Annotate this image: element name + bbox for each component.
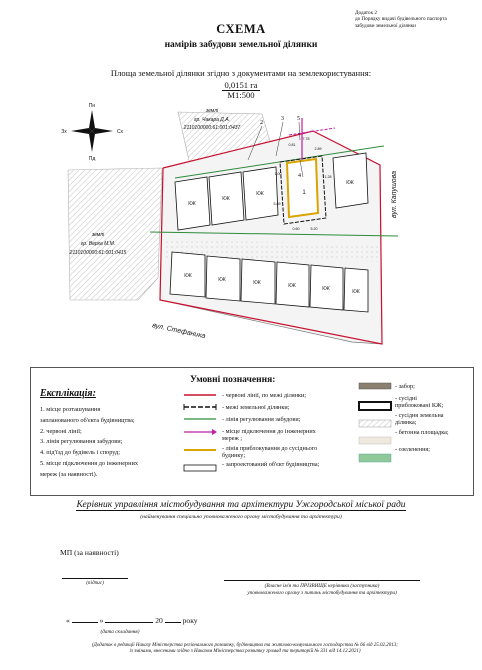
explication-item: 4. під'їзд до будівель і споруд; — [40, 449, 120, 457]
legend-symbols-col2 — [357, 380, 393, 470]
head-title-wrap — [0, 500, 482, 510]
compass-north: Пн — [88, 103, 96, 109]
neighbor-plot-symbol — [359, 420, 391, 427]
legend-item-red-line: - червоні лінії, по межі ділянки; — [222, 392, 307, 399]
explication-item: 3. лінія регулювання забудови; — [40, 438, 123, 446]
date-line — [66, 616, 198, 625]
building-label: КЖ — [253, 280, 261, 286]
legend-item-connection: - місце підключення до інженерних — [222, 428, 316, 435]
building-label: КЖ — [288, 283, 296, 289]
compass-east: Сх — [116, 129, 124, 135]
annex-note-line: Додаток 2 — [355, 10, 377, 16]
compass-rose — [61, 103, 123, 162]
building-label: КЖ — [184, 273, 192, 279]
date-year: 20 — [155, 616, 163, 625]
dimension-label: 2.89 — [314, 147, 322, 151]
area-value-wrap — [0, 80, 482, 90]
document-subtitle: намірів забудови земельної ділянки — [164, 40, 318, 50]
building-label: КЖ — [188, 201, 196, 207]
callout-number: 5 — [297, 116, 300, 122]
legend-item-planned-object: - запроектований об'єкт будівництва; — [222, 461, 320, 469]
name-caption-2: уповноваженого органу з питань містобудування та архітектури) — [247, 590, 397, 596]
building-label: КЖ — [322, 286, 330, 292]
footer-line: із змінами, внесеними згідно з Наказом Міністерства розвитку громад та територій № 331 від 14.12.2021) — [129, 649, 361, 655]
dimension-label: 5.20 — [310, 227, 318, 231]
signature-line — [62, 578, 128, 579]
name-line — [224, 580, 420, 581]
building-label: КЖ — [218, 277, 226, 283]
neighbor-top-owner: гр. Чакара Д.А. — [194, 117, 230, 123]
neighbor-top-cadastral: 2110100000:61:001:0437 — [183, 125, 241, 131]
dimension-label: 0.60 — [292, 227, 300, 231]
legend-item-connection-cont: мереж ; — [222, 435, 243, 443]
building-label: КЖ — [256, 191, 264, 197]
compass-west: Зх — [61, 129, 67, 135]
legend-item-adjacent-cont: приблоковані КЖ; — [395, 402, 444, 410]
explication-item: запланованого об'єкта будівництва; — [40, 416, 135, 424]
dimension-label: 5.89 — [273, 202, 281, 206]
date-caption: (дата складання) — [100, 629, 140, 635]
legend-item-greenery: - озеленення; — [395, 446, 430, 454]
building-label: КЖ — [222, 196, 230, 202]
legend-item-regulation-line: - лінія регулювання забудови; — [222, 416, 301, 423]
area-caption: Площа земельної ділянки згідно з документами на землекористування: — [110, 68, 372, 78]
head-title: Керівник управління містобудування та архітектури Ужгородської міської ради — [76, 500, 406, 510]
compass-south: Пд — [88, 156, 96, 162]
building-label: КЖ — [352, 289, 360, 295]
legend-item-fence: - забор; — [395, 383, 415, 390]
footer-line: (Додаток в редакції Наказу Міністерства регіонального розвитку, будівництва та житлово-комунального господарства № 66 від 25.02.2013; — [92, 643, 398, 648]
name-caption-1: (Власне ім'я та ПРІЗВИЩЕ керівника (заступника) — [264, 583, 380, 589]
callout-number: 2 — [260, 120, 263, 126]
callout-number: 3 — [281, 116, 284, 122]
signature-caption: (підпис) — [86, 580, 104, 586]
building-label: КЖ — [346, 180, 354, 186]
footer-note — [30, 643, 460, 656]
site-plan — [0, 100, 482, 365]
street-right-label: вул. Капушова — [391, 170, 398, 218]
greenery-symbol — [359, 454, 391, 462]
annex-note-line: забудови земельної ділянки — [355, 22, 416, 29]
explication-item: 5. місце підключення до інженерних — [40, 459, 139, 467]
legend-item-neighbor: - сусідня земельна — [395, 412, 444, 420]
neighbor-left-owner: гр. Верха М.М. — [80, 241, 116, 247]
legend-title: Умовні позначення: — [190, 375, 276, 385]
date-open-quote: « — [66, 616, 70, 625]
planned-object-symbol — [184, 465, 216, 471]
annex-note-line: до Порядку видачі будівельного паспорта — [355, 16, 447, 23]
dimension-label: 7.78 — [302, 137, 310, 141]
legend-item-concrete: - бетонна площадка; — [395, 429, 449, 437]
legend-item-adjacent-line: - лінія приблокування до сусіднього — [222, 445, 318, 453]
legend-item-adjacent-line-cont: будинку; — [222, 452, 246, 460]
neighbor-left-cadastral: 2110100000:61:001:0415 — [69, 250, 127, 256]
adjacent-buildings-symbol — [359, 402, 391, 410]
legend-col2 — [395, 383, 473, 454]
legend-symbols-col1 — [180, 388, 220, 474]
explication-title: Експлікація: — [40, 388, 96, 399]
legend-item-plot-boundary: - межі земельної ділянки; — [222, 404, 290, 411]
legend-item-adjacent: - сусідні — [395, 395, 418, 402]
dimension-label: 1.28 — [324, 175, 332, 179]
seal-label: МП (за наявності) — [60, 548, 119, 557]
legend-item-neighbor-cont: ділянка; — [395, 419, 417, 427]
concrete-symbol — [359, 437, 391, 444]
explication-list — [40, 405, 165, 481]
date-close-quote: » — [99, 616, 104, 625]
neighbor-left-label: землі — [91, 232, 105, 238]
date-year-suffix: року — [182, 616, 198, 625]
dimension-label: 1.00 — [274, 172, 282, 176]
fence-symbol — [359, 383, 391, 389]
document-title: СХЕМА — [216, 22, 266, 36]
plot-number-label: 1 — [302, 190, 306, 196]
callout-number: 4 — [298, 173, 301, 179]
planned-object — [287, 159, 318, 217]
street-bottom-label: вул. Стефаника — [151, 322, 206, 341]
area-value: 0,0151 га — [224, 80, 258, 90]
head-subtitle: (найменування спеціально уповноваженого органу містобудування та архітектури) — [140, 514, 342, 520]
dimension-label: 0.81 — [288, 143, 296, 147]
explication-item: 1. місце розташування — [40, 406, 101, 413]
scale-label: М1:500 — [227, 90, 255, 100]
explication-item: мереж (за наявності). — [40, 470, 98, 478]
explication-item: 2. червоні лінії; — [40, 427, 82, 435]
neighbor-plot-left — [68, 168, 162, 300]
legend-col1 — [222, 392, 357, 469]
neighbor-top-label: землі — [205, 108, 219, 114]
